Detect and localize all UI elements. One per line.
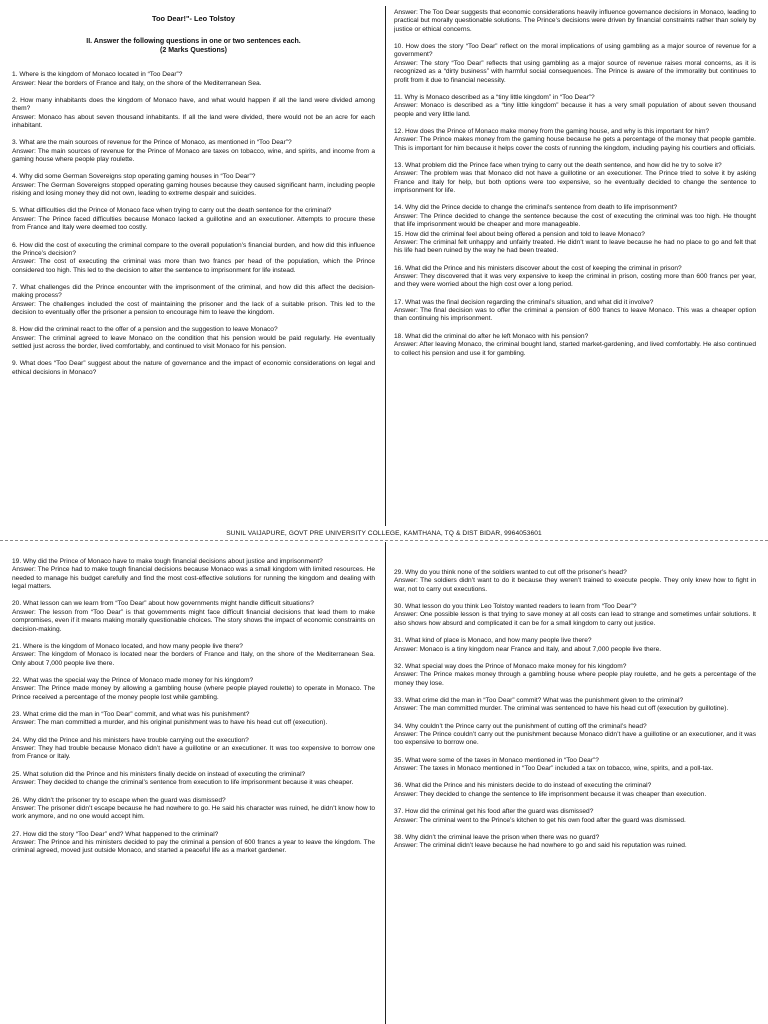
question-answer-item <box>12 242 375 275</box>
question-answer-item <box>12 600 375 633</box>
question-text: 7. What challenges did the Prince encounter with the imprisonment of the criminal, and how did this affect the decision-making process? <box>12 283 375 300</box>
question-text: 21. Where is the kingdom of Monaco located, and how many people live there? <box>12 642 243 650</box>
column-divider <box>385 6 386 526</box>
question-text: 26. Why didn’t the prisoner try to escape when the guard was dismissed? <box>12 796 226 804</box>
question-text: 32. What special way does the Prince of Monaco make money for his kingdom? <box>394 662 627 670</box>
question-text: 8. How did the criminal react to the offer of a pension and the suggestion to leave Monaco? <box>12 326 278 334</box>
question-answer-item <box>12 173 375 198</box>
answer-text: Answer: They decided to change the criminal’s sentence from execution to life imprisonment because it was cheaper. <box>12 779 354 787</box>
page-two-left-column <box>12 542 375 1024</box>
answer-text: Answer: The final decision was to offer the criminal a pension of 600 francs to leave Monaco. This was a cheaper option than continuing his imprisonment. <box>394 307 756 323</box>
question-answer-item <box>12 771 375 788</box>
section-marks: (2 Marks Questions) <box>160 47 227 55</box>
question-list <box>12 558 375 856</box>
page-separator <box>0 540 768 541</box>
answer-text: Answer: They decided to change the sentence to life imprisonment because it was cheaper than execution. <box>394 790 707 798</box>
answer-text: Answer: The challenges included the cost of maintaining the prisoner and the lack of a suitable prison. This led to the decision to eventually offer the prisoner a pension to encourage him to leave the kingdom. <box>12 300 375 317</box>
question-answer-item <box>12 207 375 232</box>
question-text: 35. What were some of the taxes in Monaco mentioned in “Too Dear”? <box>394 756 599 764</box>
question-answer-item <box>394 162 756 195</box>
question-answer-item <box>12 643 375 668</box>
question-answer-item <box>12 139 375 164</box>
section-heading-text: II. Answer the following questions in one or two sentences each. <box>86 38 301 46</box>
question-answer-item <box>12 326 375 351</box>
question-text: 22. What was the special way the Prince of Monaco made money for his kingdom? <box>12 676 254 684</box>
question-list <box>12 71 375 377</box>
answer-text: Answer: The man committed murder. The criminal was sentenced to have his head cut off (execution by guillotine). <box>394 705 729 713</box>
question-answer-item <box>12 677 375 702</box>
answer-text: Answer: The criminal felt unhappy and unfairly treated. He didn’t want to leave because he had no place to go and felt that his life had been ruined by the way he had been treated. <box>394 238 756 255</box>
answer-text: Answer: The Prince makes money from the gaming house because he gets a percentage of the money that people gamble. This is important for him because it helps cover the costs of running the kingdom, including paying his courtiers and officials. <box>394 136 756 152</box>
question-text: 5. What difficulties did the Prince of Monaco face when trying to carry out the death sentence for the criminal? <box>12 207 332 215</box>
question-answer-item <box>394 9 756 34</box>
answer-text: Answer: The taxes in Monaco mentioned in “Too Dear” included a tax on tobacco, wine, spirits, and a poll-tax. <box>394 765 714 773</box>
answer-text: Answer: The criminal agreed to leave Monaco on the condition that his pension would be paid regularly. He eventually settled just across the border, lived comfortably, and continued to visit Monaco for his pension. <box>12 334 375 351</box>
question-answer-item <box>394 43 756 85</box>
question-text: 15. How did the criminal feel about being offered a pension and told to leave Monaco? <box>394 230 645 238</box>
answer-text: Answer: The story “Too Dear” reflects that using gambling as a major source of revenue raises moral concerns, as it is recognized as a “dirty business” with harmful social consequences. The Prince is aware of the immorality but continues to profit from it due to financial necessity. <box>394 59 756 84</box>
question-answer-item <box>394 603 756 628</box>
question-answer-item <box>394 697 756 714</box>
page-two <box>0 542 768 1024</box>
question-text: 30. What lesson do you think Leo Tolstoy wanted readers to learn from “Too Dear”? <box>394 603 637 611</box>
answer-text: Answer: Monaco is described as a “tiny little kingdom” because it has a very small population of about seven thousand people and very little land. <box>394 102 756 118</box>
question-list <box>394 9 756 358</box>
answer-text: Answer: The German Sovereigns stopped operating gaming houses because they caused significant harm, including people risking and losing money they did not own, leading to extreme despair and suicides. <box>12 181 375 198</box>
question-text: 9. What does “Too Dear” suggest about the nature of governance and the impact of economic considerations on legal and ethical decisions in Monaco? <box>12 360 375 376</box>
question-text: 31. What kind of place is Monaco, and how many people live there? <box>394 637 592 645</box>
page-two-right-column <box>394 542 756 1024</box>
answer-text: Answer: The Prince decided to change the sentence because the cost of executing the criminal was too high. He thought that life imprisonment would be cheaper and more manageable. <box>394 212 756 229</box>
answer-text: Answer: The kingdom of Monaco is located near the borders of France and Italy, on the shore of the Mediterranean Sea. Only about 7,000 people live there. <box>12 651 375 667</box>
answer-text: Answer: The man committed a murder, and his original punishment was to have his head cut off (execution). <box>12 719 328 727</box>
question-text: 2. How many inhabitants does the kingdom of Monaco have, and what would happen if all the land were divided among them? <box>12 96 375 113</box>
question-answer-item <box>12 360 375 377</box>
question-text: 14. Why did the Prince decide to change the criminal’s sentence from death to life imprisonment? <box>394 204 678 212</box>
question-answer-item <box>394 808 756 825</box>
question-answer-item <box>12 558 375 591</box>
answer-text: Answer: The Prince makes money through a gambling house where people play roulette, and he gets a percentage of the money they lose. <box>394 671 756 687</box>
answer-text: Answer: The lesson from “Too Dear” is that governments might face difficult financial decisions that lead them to make compromises, even if it means making morally questionable choices. The story shows the impact of economic constraints on decision-making. <box>12 608 375 633</box>
question-answer-item <box>394 333 756 358</box>
question-text: 3. What are the main sources of revenue for the Prince of Monaco, as mentioned in “Too Dear”? <box>12 139 292 147</box>
page-one-right-column <box>394 0 756 528</box>
answer-text: Answer: The Prince had to make tough financial decisions because Monaco was a small kingdom with limited resources. He needed to manage his budget carefully and find the most cost-effective solutions for running the kingdom and dealing with legal matters. <box>12 566 375 591</box>
question-text: 37. How did the criminal get his food after the guard was dismissed? <box>394 808 594 816</box>
question-text: 36. What did the Prince and his ministers decide to do instead of executing the criminal? <box>394 782 652 790</box>
question-answer-item <box>12 284 375 317</box>
answer-text: Answer: Monaco has about seven thousand inhabitants. If all the land were divided, there would not be an acre for each inhabitant. <box>12 113 375 129</box>
answer-text: Answer: The main sources of revenue for the Prince of Monaco are taxes on tobacco, wine, and spirits, and income from a gaming house where people play roulette. <box>12 147 375 164</box>
question-answer-item <box>12 71 375 88</box>
answer-text: Answer: The Prince and his ministers decided to pay the criminal a pension of 600 francs a year to leave the kingdom. The criminal agreed, moved just outside Monaco, and started a peaceful life as a market gardener. <box>12 838 375 855</box>
question-text: 20. What lesson can we learn from “Too Dear” about how governments might handle difficult situations? <box>12 600 314 608</box>
answer-text: Answer: The criminal went to the Prince’s kitchen to get his own food after the guard was dismissed. <box>394 816 686 824</box>
question-answer-item <box>394 723 756 748</box>
page-one-left-column <box>12 0 375 528</box>
question-text: 34. Why couldn’t the Prince carry out the punishment of cutting off the criminal’s head? <box>394 722 647 730</box>
question-text: 16. What did the Prince and his ministers discover about the cost of keeping the criminal in prison? <box>394 264 682 272</box>
question-text: 1. Where is the kingdom of Monaco located in “Too Dear”? <box>12 71 183 79</box>
question-answer-item <box>394 569 756 594</box>
question-answer-item <box>394 128 756 153</box>
answer-text: Answer: The soldiers didn’t want to do it because they weren’t trained to execute people. They only knew how to fight in war, not to carry out executions. <box>394 577 756 593</box>
question-answer-item <box>394 204 756 229</box>
answer-text: Answer: They had trouble because Monaco didn’t have a guillotine or an executioner. It was too expensive to borrow one from France or Italy. <box>12 745 375 761</box>
section-heading <box>12 38 375 56</box>
question-text: 19. Why did the Prince of Monaco have to make tough financial decisions about justice and imprisonment? <box>12 558 323 565</box>
question-text: 10. How does the story “Too Dear” reflect on the moral implications of using gambling as a major source of revenue for a government? <box>394 43 756 59</box>
page-footer: SUNIL VAIJAPURE, GOVT PRE UNIVERSITY COLLEGE, KAMTHANA, TQ & DIST BIDAR, 9964053601 <box>226 530 542 537</box>
answer-text: Answer: The Prince faced difficulties because Monaco lacked a guillotine and an executioner. Attempts to procure these from France and Italy were deemed too costly. <box>12 215 375 232</box>
question-text: 17. What was the final decision regarding the criminal’s situation, and what did it involve? <box>394 298 654 306</box>
question-text: 12. How does the Prince of Monaco make money from the gaming house, and why is this important for him? <box>394 127 710 135</box>
question-answer-item <box>394 265 756 290</box>
question-text: 23. What crime did the man in “Too Dear” commit, and what was his punishment? <box>12 711 250 719</box>
answer-text: Answer: The Prince made money by allowing a gambling house (where people played roulette) to operate in Monaco. The Prince received a percentage of the money people lost while gambling. <box>12 685 375 701</box>
question-text: 38. Why didn’t the criminal leave the prison when there was no guard? <box>394 833 600 841</box>
question-answer-item <box>12 831 375 856</box>
answer-text: Answer: After leaving Monaco, the criminal bought land, started market-gardening, and lived comfortably. He also continued to collect his pension and use it for gambling. <box>394 341 756 357</box>
question-text: 18. What did the criminal do after he left Monaco with his pension? <box>394 332 589 340</box>
question-answer-item <box>394 637 756 654</box>
answer-text: Answer: Near the borders of France and Italy, on the shore of the Mediterranean Sea. <box>12 79 262 87</box>
answer-text: Answer: The Too Dear suggests that economic considerations heavily influence governance decisions in Monaco, leading to practical but morally questionable solutions. The Prince’s decisions were driven by financial constraints rather than solely by justice or ethical concerns. <box>394 9 756 33</box>
question-text: 13. What problem did the Prince face when trying to carry out the death sentence, and how did he try to solve it? <box>394 162 722 170</box>
question-answer-item <box>394 757 756 774</box>
question-answer-item <box>12 711 375 728</box>
question-answer-item <box>12 97 375 130</box>
answer-text: Answer: The criminal didn’t leave because he had nowhere to go and said his reputation was ruined. <box>394 842 687 850</box>
answer-text: Answer: The cost of executing the criminal was more than two francs per head of the population, which the Prince considered too high. This led to the decision to alter the sentence to imprisonment for life instead. <box>12 258 375 274</box>
question-answer-item <box>394 94 756 119</box>
question-text: 11. Why is Monaco described as a “tiny little kingdom” in “Too Dear”? <box>394 93 595 101</box>
question-text: 4. Why did some German Sovereigns stop operating gaming houses in “Too Dear”? <box>12 173 256 181</box>
answer-text: Answer: The problem was that Monaco did not have a guillotine or an executioner. The Prince tried to solve it by asking France and Italy for help, but both options were too expensive, so he eventually decided to change the sentence to imprisonment for life. <box>394 170 756 195</box>
question-text: 25. What solution did the Prince and his ministers finally decide on instead of executing the criminal? <box>12 770 306 778</box>
question-list <box>394 569 756 851</box>
answer-text: Answer: Monaco is a tiny kingdom near France and Italy, and about 7,000 people live there. <box>394 645 662 653</box>
question-answer-item <box>394 834 756 851</box>
question-answer-item <box>12 797 375 822</box>
question-text: 6. How did the cost of executing the criminal compare to the overall population’s financial burden, and how did this influence the Prince’s decision? <box>12 241 375 257</box>
question-text: 27. How did the story “Too Dear” end? What happened to the criminal? <box>12 830 219 838</box>
column-divider <box>385 542 386 1024</box>
question-text: 29. Why do you think none of the soldiers wanted to cut off the prisoner’s head? <box>394 569 627 576</box>
question-answer-item <box>394 782 756 799</box>
question-answer-item <box>394 663 756 688</box>
question-answer-item <box>394 231 756 256</box>
question-text: 24. Why did the Prince and his ministers have trouble carrying out the execution? <box>12 736 249 744</box>
answer-text: Answer: One possible lesson is that trying to save money at all costs can lead to strange and sometimes unfair solutions. It also shows how absurd and complicated it can be for a small kingdom to carry out justice. <box>394 611 756 627</box>
answer-text: Answer: The Prince couldn’t carry out the punishment because Monaco didn’t have a guillotine or an executioner, and it was too expensive to borrow one. <box>394 731 756 747</box>
document-title: Too Dear!"- Leo Tolstoy <box>152 14 235 23</box>
question-answer-item <box>12 737 375 762</box>
answer-text: Answer: The prisoner didn’t escape because he had nowhere to go. He said his character was ruined, he didn’t know how to work anymore, and no one would accept him. <box>12 804 375 821</box>
question-answer-item <box>394 299 756 324</box>
answer-text: Answer: They discovered that it was very expensive to keep the criminal in prison, costing more than 600 francs per year, and they were worried about the high cost over a long period. <box>394 272 756 289</box>
question-text: 33. What crime did the man in “Too Dear” commit? What was the punishment given to the criminal? <box>394 696 684 704</box>
